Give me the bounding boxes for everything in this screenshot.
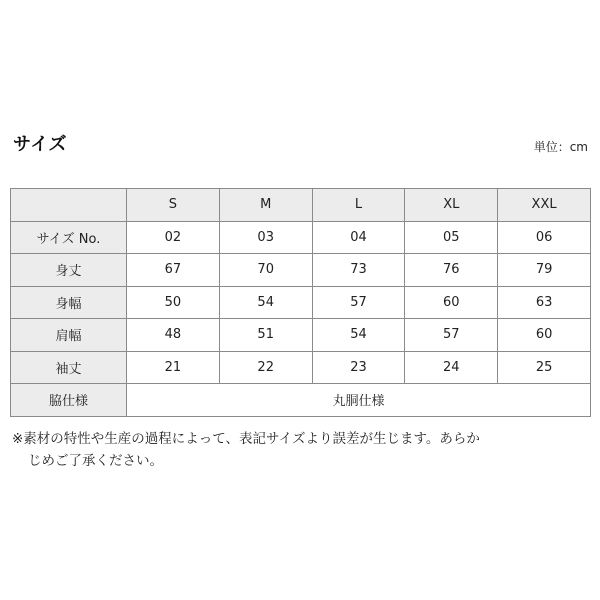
table-cell: 70 — [219, 254, 312, 287]
table-cell: 04 — [312, 221, 405, 254]
table-cell: 79 — [498, 254, 591, 287]
row-header-sleeve-length: 袖丈 — [11, 351, 127, 384]
table-row-body-length — [11, 254, 591, 287]
column-header-s: S — [127, 189, 220, 222]
table-cell: 54 — [312, 319, 405, 352]
table-cell: 57 — [312, 286, 405, 319]
table-cell: 22 — [219, 351, 312, 384]
table-corner-cell — [11, 189, 127, 222]
row-header-side-spec: 脇仕様 — [11, 384, 127, 417]
table-row-sleeve-length — [11, 351, 591, 384]
size-table — [10, 188, 591, 417]
table-cell: 63 — [498, 286, 591, 319]
table-row-body-width — [11, 286, 591, 319]
disclaimer-note — [12, 428, 592, 472]
table-cell: 67 — [127, 254, 220, 287]
table-cell: 51 — [219, 319, 312, 352]
row-header-body-width: 身幅 — [11, 286, 127, 319]
column-header-xl: XL — [405, 189, 498, 222]
table-cell: 02 — [127, 221, 220, 254]
note-line-1: ※素材の特性や生産の過程によって、表記サイズより誤差が生じます。あらか — [12, 431, 480, 447]
table-cell: 60 — [498, 319, 591, 352]
table-cell: 03 — [219, 221, 312, 254]
table-cell: 60 — [405, 286, 498, 319]
table-cell: 05 — [405, 221, 498, 254]
table-cell: 57 — [405, 319, 498, 352]
unit-label: 単位：cm — [533, 140, 588, 154]
column-header-l: L — [312, 189, 405, 222]
table-cell: 25 — [498, 351, 591, 384]
table-row-shoulder-width — [11, 319, 591, 352]
table-cell: 50 — [127, 286, 220, 319]
column-header-m: M — [219, 189, 312, 222]
row-header-size-no: サイズ No. — [11, 221, 127, 254]
side-spec-value: 丸胴仕様 — [127, 384, 591, 417]
table-row-side-spec — [11, 384, 591, 417]
table-cell: 24 — [405, 351, 498, 384]
table-row-size-no — [11, 221, 591, 254]
table-cell: 48 — [127, 319, 220, 352]
table-header-row — [11, 189, 591, 222]
row-header-body-length: 身丈 — [11, 254, 127, 287]
table-cell: 06 — [498, 221, 591, 254]
table-cell: 23 — [312, 351, 405, 384]
column-header-xxl: XXL — [498, 189, 591, 222]
table-cell: 21 — [127, 351, 220, 384]
row-header-shoulder-width: 肩幅 — [11, 319, 127, 352]
note-line-2: じめご了承ください。 — [28, 453, 163, 469]
table-cell: 73 — [312, 254, 405, 287]
table-cell: 54 — [219, 286, 312, 319]
table-cell: 76 — [405, 254, 498, 287]
page-title: サイズ — [13, 134, 68, 155]
